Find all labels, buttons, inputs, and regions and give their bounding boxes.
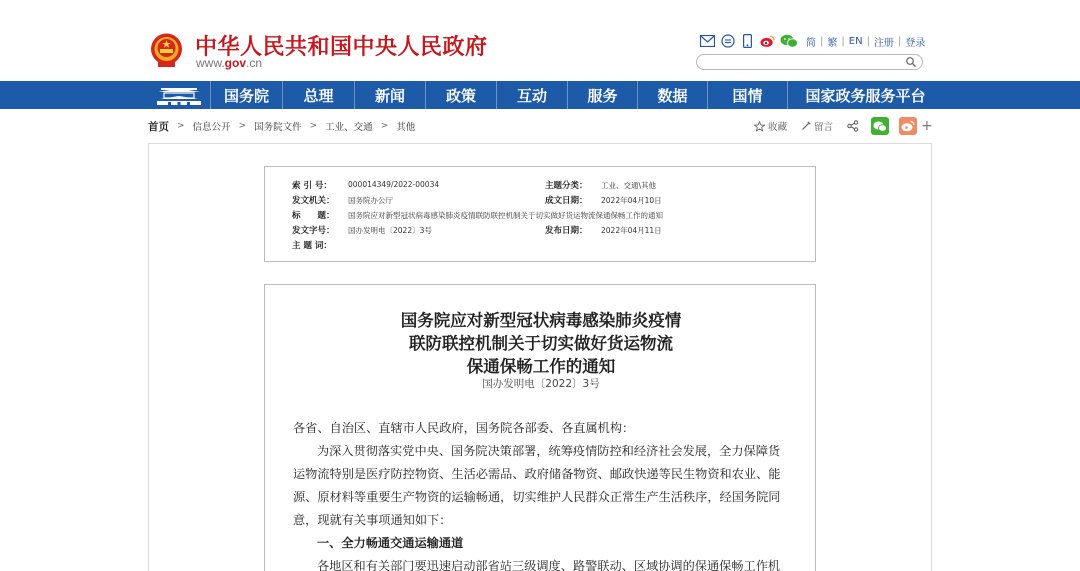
meta-published-value: 2022年04月11日 [601, 226, 662, 235]
salutation: 各省、自治区、直辖市人民政府，国务院各部委、各直属机构： [293, 421, 635, 435]
meta-docno-label: 发文字号： [292, 226, 335, 236]
search-input[interactable] [705, 61, 905, 75]
paragraph-line: 源、原材料等重要生产物资的运输畅通，切实维护人民群众正常生产生活秩序，经国务院同 [293, 490, 781, 504]
meta-created-label: 成文日期： [545, 196, 588, 206]
search-box [696, 54, 923, 70]
meta-title-label: 标 题： [292, 211, 335, 221]
meta-issuer-label: 发文机关： [292, 196, 335, 206]
national-emblem-icon[interactable] [150, 32, 183, 68]
site-header [0, 0, 1080, 80]
toplink-login[interactable]: 登录 [905, 37, 926, 49]
site-domain [196, 56, 262, 70]
site-title[interactable]: 中华人民共和国中央人民政府 [195, 34, 488, 60]
meta-docno-value: 国办发明电〔2022〕3号 [348, 226, 432, 235]
separator: | [841, 35, 845, 47]
document-number: 国办发明电〔2022〕3号 [482, 378, 600, 390]
nav-gov-service-platform[interactable]: 国家政务服务平台 [787, 81, 943, 109]
breadcrumb-industry-transport[interactable]: 工业、交通 [325, 122, 373, 133]
document-body [264, 284, 816, 571]
header-tools [700, 33, 925, 49]
meta-category-value: 工业、交通\其他 [601, 181, 657, 190]
comment-button[interactable]: 留言 [814, 122, 834, 133]
paragraph-line: 运物流特别是医疗防控物资、生活必需品、政府储备物资、邮政快递等民生物资和农业、能 [293, 467, 781, 481]
paragraph-line: 为深入贯彻落实党中央、国务院决策部署，统筹疫情防控和经济社会发展，全力保障货 [317, 444, 781, 458]
toplink-simplified[interactable]: 简 [806, 37, 816, 49]
document-metadata-table [264, 166, 816, 262]
weibo-icon[interactable] [760, 34, 775, 49]
star-icon[interactable] [754, 121, 765, 132]
nav-national-profile[interactable]: 国情 [707, 81, 787, 109]
mail-icon[interactable] [700, 34, 715, 49]
separator: | [897, 35, 902, 47]
nav-interaction[interactable]: 互动 [496, 81, 567, 109]
wechat-icon[interactable] [780, 34, 798, 49]
tiananmen-icon [156, 84, 202, 106]
wechat-share-icon[interactable] [871, 117, 889, 135]
nav-policies[interactable]: 政策 [425, 81, 496, 109]
pencil-icon[interactable] [801, 121, 811, 131]
mobile-icon[interactable] [740, 34, 755, 49]
paragraph-line: 意，现就有关事项通知如下： [293, 513, 452, 527]
share-icon[interactable] [847, 120, 859, 132]
domain-prefix: www. [196, 56, 225, 70]
chevron-right-icon: > [238, 121, 247, 131]
chevron-right-icon: > [309, 121, 318, 131]
nav-premier[interactable]: 总理 [282, 81, 354, 109]
domain-main: gov [224, 56, 247, 70]
meta-published-label: 发布日期： [545, 226, 588, 236]
domain-suffix: .cn [246, 56, 263, 70]
message-icon[interactable] [720, 34, 735, 49]
nav-state-council[interactable]: 国务院 [210, 81, 282, 109]
breadcrumb-info-disclosure[interactable]: 信息公开 [192, 122, 231, 133]
breadcrumb [148, 118, 415, 134]
chevron-right-icon: > [380, 121, 389, 131]
separator: | [866, 35, 870, 47]
meta-category-label: 主题分类： [545, 181, 588, 191]
breadcrumb-state-council-docs[interactable]: 国务院文件 [254, 122, 302, 133]
nav-news[interactable]: 新闻 [354, 81, 425, 109]
document-title-line-2: 联防联控机制关于切实做好货运物流 [409, 334, 673, 353]
nav-services[interactable]: 服务 [567, 81, 637, 109]
favorite-button[interactable]: 收藏 [768, 122, 788, 133]
main-nav [0, 81, 1080, 109]
share-toolbar [754, 116, 933, 136]
toplink-traditional[interactable]: 繁 [827, 37, 838, 49]
meta-subject-label: 主 题 词： [292, 241, 332, 251]
meta-title-value: 国务院应对新型冠状病毒感染肺炎疫情联防联控机制关于切实做好货运物流保通保畅工作的通知 [348, 211, 663, 220]
document-title-line-3: 保通保畅工作的通知 [466, 357, 616, 376]
toplink-english[interactable]: EN [848, 35, 863, 47]
nav-data[interactable]: 数据 [637, 81, 707, 109]
section-heading: 一、全力畅通交通运输通道 [317, 536, 464, 550]
toplink-register[interactable]: 注册 [873, 37, 894, 49]
chevron-right-icon: > [177, 121, 185, 131]
plus-icon[interactable]: + [921, 118, 933, 134]
separator: | [820, 35, 824, 47]
search-icon[interactable] [905, 56, 917, 68]
meta-created-value: 2022年04月10日 [601, 196, 662, 205]
weibo-share-icon[interactable] [899, 117, 917, 135]
top-links [806, 34, 925, 49]
meta-issuer-value: 国务院办公厅 [348, 196, 393, 205]
meta-index-value: 000014349/2022-00034 [348, 180, 440, 189]
breadcrumb-home[interactable]: 首页 [148, 120, 169, 133]
document-title-line-1: 国务院应对新型冠状病毒感染肺炎疫情 [400, 311, 682, 330]
nav-home[interactable] [148, 81, 210, 109]
breadcrumb-other[interactable]: 其他 [396, 122, 416, 133]
paragraph-line: 各地区和有关部门要迅速启动部省站三级调度、路警联动、区域协调的保通保畅工作机 [317, 559, 781, 571]
meta-index-label: 索 引 号： [292, 181, 332, 191]
